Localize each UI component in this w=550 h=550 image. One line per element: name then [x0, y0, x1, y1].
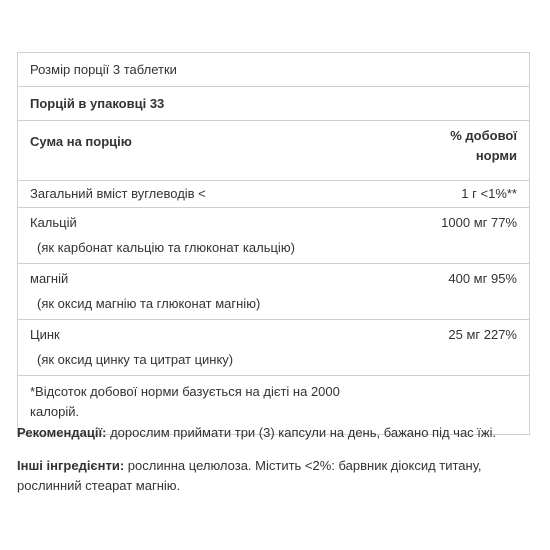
recommendations-label: Рекомендації:: [17, 425, 107, 440]
servings-per-container-row: [18, 87, 530, 121]
nutrient-source-row: [18, 236, 530, 264]
daily-value-header: [378, 121, 530, 181]
nutrient-name: Кальцій: [18, 208, 378, 237]
amount-per-serving-header: Сума на порцію: [18, 121, 378, 181]
nutrient-value: 25 мг 227%: [378, 320, 530, 349]
nutrient-row: [18, 320, 530, 349]
nutrient-name: Цинк: [18, 320, 378, 349]
serving-size: Розмір порції 3 таблетки: [18, 53, 530, 87]
nutrient-source: (як оксид магнію та глюконат магнію): [37, 296, 261, 311]
nutrient-source-row: [18, 348, 530, 376]
recommendations-text: дорослим приймати три (3) капсули на день, бажано під час їжі.: [106, 425, 497, 440]
ingredients-paragraph: [17, 456, 532, 496]
supplement-facts-panel: [17, 52, 529, 435]
carbs-label: Загальний вміст вуглеводів <: [18, 181, 378, 208]
nutrient-name: магній: [18, 264, 378, 293]
daily-value-footnote: *Відсоток добової норми базується на дієті на 2000 калорій.: [18, 376, 530, 435]
nutrient-value: 1000 мг 77%: [378, 208, 530, 237]
servings-per-container: Порцій в упаковці 33: [18, 87, 530, 121]
ingredients-label: Інші інгредієнти:: [17, 458, 125, 473]
nutrient-source: (як оксид цинку та цитрат цинку): [37, 352, 234, 367]
supplement-facts-table: [17, 52, 530, 435]
ingredients-text: рослинна целюлоза. Містить <2%: барвник діоксид титану, рослинний стеарат магнію.: [17, 458, 482, 493]
nutrient-value: 400 мг 95%: [378, 264, 530, 293]
nutrient-source: (як карбонат кальцію та глюконат кальцію): [37, 240, 295, 255]
amount-header-row: [18, 121, 530, 181]
nutrient-source-row: [18, 292, 530, 320]
carbs-row: [18, 181, 530, 208]
carbs-value: 1 г <1%**: [378, 181, 530, 208]
nutrient-row: [18, 264, 530, 293]
daily-value-header-line2: норми: [475, 148, 517, 163]
serving-size-row: [18, 53, 530, 87]
daily-value-header-line1: % добової: [450, 128, 517, 143]
nutrient-row: [18, 208, 530, 237]
recommendations-paragraph: [17, 423, 532, 443]
